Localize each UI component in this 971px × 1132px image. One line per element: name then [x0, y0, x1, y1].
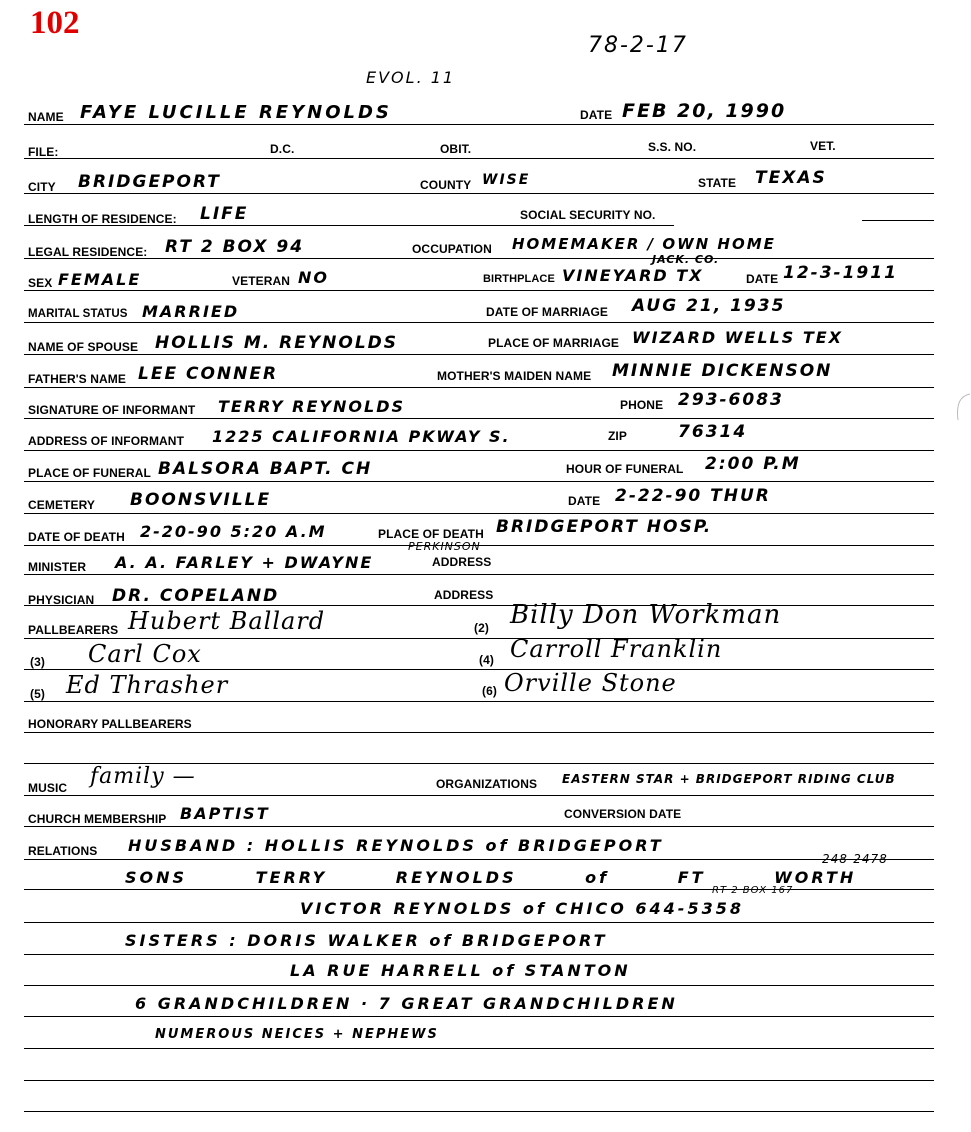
minister-note: PERKINSON — [408, 540, 481, 553]
organizations-value: EASTERN STAR + BRIDGEPORT RIDING CLUB — [562, 772, 896, 786]
file-label: FILE: — [28, 145, 59, 159]
father-value: LEE CONNER — [138, 364, 279, 384]
pallbearer-6-label: (6) — [482, 684, 497, 698]
veteran-value: NO — [298, 268, 329, 287]
place-death-label: PLACE OF DEATH — [378, 527, 484, 541]
minister-value: A. A. FARLEY + DWAYNE — [115, 553, 374, 572]
pallbearer-1: Hubert Ballard — [128, 607, 326, 635]
relation-line-3: VICTOR REYNOLDS of CHICO 644-5358 — [300, 899, 744, 918]
music-label: MUSIC — [28, 781, 68, 795]
spouse-label: NAME OF SPOUSE — [28, 340, 139, 354]
date-label: DATE — [580, 108, 613, 122]
church-value: BAPTIST — [180, 804, 270, 823]
pallbearer-5-label: (5) — [30, 687, 45, 701]
occupation-label: OCCUPATION — [412, 242, 492, 256]
hour-funeral-label: HOUR OF FUNERAL — [566, 462, 684, 476]
honorary-pallbearers-label: HONORARY PALLBEARERS — [28, 717, 192, 731]
pallbearers-label: PALLBEARERS — [28, 623, 119, 637]
physician-value: DR. COPELAND — [112, 586, 280, 606]
birthplace-value: VINEYARD TX — [562, 266, 704, 285]
physician-address-label: ADDRESS — [434, 588, 494, 602]
county-value: WISE — [482, 172, 531, 188]
ssno-label: S.S. NO. — [648, 140, 697, 154]
ssn-label: SOCIAL SECURITY NO. — [520, 208, 656, 222]
relation-note-phone: 248-2478 — [822, 852, 888, 866]
pallbearer-4-label: (4) — [479, 653, 494, 667]
city-label: CITY — [28, 180, 56, 194]
record-code: 78-2-17 — [588, 33, 688, 58]
legal-residence-value: RT 2 BOX 94 — [165, 237, 305, 257]
date-marriage-value: AUG 21, 1935 — [632, 296, 786, 316]
relation-line-5: LA RUE HARRELL of STANTON — [290, 961, 631, 980]
state-label: STATE — [698, 176, 737, 190]
minister-label: MINISTER — [28, 560, 87, 574]
signature-informant-value: TERRY REYNOLDS — [218, 397, 405, 416]
signature-informant-label: SIGNATURE OF INFORMANT — [28, 403, 196, 417]
birth-date-label: DATE — [746, 272, 779, 286]
relations-label: RELATIONS — [28, 844, 98, 858]
address-informant-label: ADDRESS OF INFORMANT — [28, 434, 184, 448]
occupation-note: JACK. CO. — [652, 253, 720, 266]
date-marriage-label: DATE OF MARRIAGE — [486, 305, 609, 319]
date-death-label: DATE OF DEATH — [28, 530, 125, 544]
pallbearer-5: Ed Thrasher — [66, 671, 229, 699]
dc-label: D.C. — [270, 142, 295, 156]
hour-funeral-value: 2:00 P.M — [705, 454, 801, 474]
relation-note-address: RT 2 BOX 167 — [712, 885, 794, 896]
physician-label: PHYSICIAN — [28, 593, 95, 607]
name-label: NAME — [28, 110, 64, 124]
cemetery-value: BOONSVILLE — [130, 490, 272, 510]
obit-label: OBIT. — [440, 142, 472, 156]
organizations-label: ORGANIZATIONS — [436, 777, 538, 791]
relation-line-6: 6 GRANDCHILDREN · 7 GREAT GRANDCHILDREN — [135, 994, 678, 1013]
mother-label: MOTHER'S MAIDEN NAME — [437, 369, 592, 383]
volume-note: EVOL. 11 — [366, 68, 456, 87]
legal-residence-label: LEGAL RESIDENCE: — [28, 245, 148, 259]
minister-address-label: ADDRESS — [432, 555, 492, 569]
phone-label: PHONE — [620, 398, 664, 412]
spouse-value: HOLLIS M. REYNOLDS — [155, 333, 399, 353]
date-death-value: 2-20-90 5:20 A.M — [140, 522, 327, 541]
pallbearer-3: Carl Cox — [88, 640, 202, 668]
zip-value: 76314 — [678, 422, 748, 442]
pallbearer-4: Carroll Franklin — [510, 635, 723, 663]
place-marriage-value: WIZARD WELLS TEX — [632, 328, 843, 347]
relation-line-1: HUSBAND : HOLLIS REYNOLDS of BRIDGEPORT — [128, 836, 664, 855]
pallbearer-6: Orville Stone — [504, 669, 677, 697]
date-value: FEB 20, 1990 — [622, 100, 787, 122]
father-label: FATHER'S NAME — [28, 372, 126, 386]
page-number: 102 — [30, 5, 80, 41]
vet-label: VET. — [810, 139, 836, 153]
margin-mark — [952, 392, 971, 422]
birth-date-value: 12-3-1911 — [783, 263, 898, 283]
music-value: family — — [90, 764, 196, 789]
cemetery-date-value: 2-22-90 THUR — [615, 486, 771, 506]
zip-label: ZIP — [608, 429, 627, 443]
pallbearer-3-label: (3) — [30, 655, 45, 669]
length-residence-value: LIFE — [200, 204, 249, 224]
pallbearer-2: Billy Don Workman — [510, 600, 782, 630]
marital-label: MARITAL STATUS — [28, 308, 128, 320]
county-label: COUNTY — [420, 178, 472, 192]
name-value: FAYE LUCILLE REYNOLDS — [80, 102, 392, 123]
state-value: TEXAS — [755, 168, 827, 188]
occupation-value: HOMEMAKER / OWN HOME — [512, 235, 776, 253]
relation-line-7: NUMEROUS NEICES + NEPHEWS — [155, 1027, 439, 1042]
sex-value: FEMALE — [58, 270, 142, 289]
conversion-label: CONVERSION DATE — [564, 807, 682, 821]
pallbearer-2-label: (2) — [474, 621, 489, 635]
cemetery-date-label: DATE — [568, 494, 601, 508]
mother-value: MINNIE DICKENSON — [612, 361, 833, 381]
marital-value: MARRIED — [142, 302, 240, 321]
sex-label: SEX — [28, 276, 53, 290]
birthplace-label: BIRTHPLACE — [483, 273, 555, 285]
city-value: BRIDGEPORT — [78, 172, 221, 192]
relation-line-2: SONS TERRY REYNOLDS of FT WORTH — [125, 868, 857, 887]
place-death-value: BRIDGEPORT HOSP. — [496, 517, 713, 537]
cemetery-label: CEMETERY — [28, 498, 96, 512]
place-marriage-label: PLACE OF MARRIAGE — [488, 336, 620, 350]
length-residence-label: LENGTH OF RESIDENCE: — [28, 212, 177, 226]
church-label: CHURCH MEMBERSHIP — [28, 812, 167, 826]
phone-value: 293-6083 — [678, 390, 784, 410]
veteran-label: VETERAN — [232, 274, 291, 288]
relation-line-4: SISTERS : DORIS WALKER of BRIDGEPORT — [125, 931, 608, 950]
place-funeral-value: BALSORA BAPT. CH — [158, 459, 373, 479]
address-informant-value: 1225 CALIFORNIA PKWAY S. — [212, 427, 511, 446]
place-funeral-label: PLACE OF FUNERAL — [28, 466, 151, 480]
